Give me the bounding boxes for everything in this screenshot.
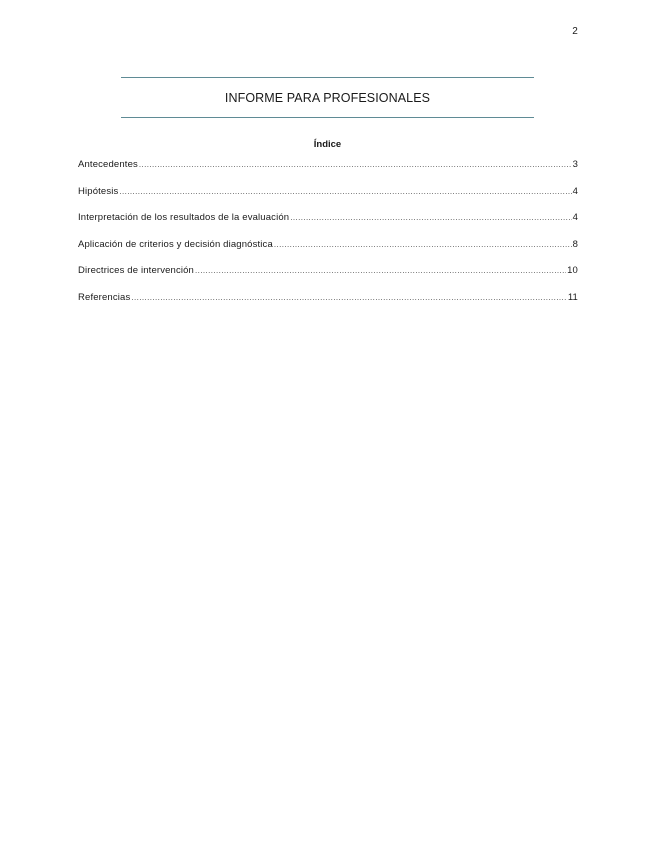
- toc-dot-leader: [274, 240, 572, 249]
- table-of-contents: [78, 159, 578, 319]
- toc-entry-directrices[interactable]: [78, 265, 578, 292]
- toc-entry-page: 11: [567, 291, 578, 303]
- toc-entry-label[interactable]: Aplicación de criterios y decisión diagnóstica: [78, 238, 273, 250]
- toc-entry-referencias[interactable]: [78, 292, 578, 319]
- title-bottom-rule: [121, 117, 534, 118]
- toc-entry-antecedentes[interactable]: [78, 159, 578, 186]
- toc-dot-leader: [139, 160, 572, 169]
- toc-heading: Índice: [313, 139, 342, 150]
- page-number: 2: [572, 26, 578, 37]
- toc-entry-aplicacion[interactable]: [78, 239, 578, 266]
- toc-entry-label[interactable]: Antecedentes: [78, 159, 138, 170]
- toc-entry-label[interactable]: Referencias: [78, 291, 131, 303]
- toc-dot-leader: [290, 213, 571, 222]
- toc-entry-page: 4: [572, 185, 578, 197]
- report-title: INFORME PARA PROFESIONALES: [224, 91, 431, 105]
- toc-entry-page: 8: [572, 238, 578, 250]
- toc-entry-hipotesis[interactable]: [78, 186, 578, 213]
- toc-entry-label[interactable]: Directrices de intervención: [78, 265, 194, 277]
- toc-entry-interpretacion[interactable]: [78, 212, 578, 239]
- toc-entry-label[interactable]: Interpretación de los resultados de la evaluación: [78, 212, 290, 224]
- toc-dot-leader: [131, 293, 566, 302]
- toc-dot-leader: [119, 187, 571, 196]
- toc-entry-page: 4: [572, 212, 578, 224]
- toc-entry-page: 10: [567, 265, 578, 277]
- title-top-rule: [121, 77, 534, 78]
- toc-entry-page: 3: [572, 159, 578, 170]
- toc-entry-label[interactable]: Hipótesis: [78, 185, 119, 197]
- toc-dot-leader: [195, 266, 566, 275]
